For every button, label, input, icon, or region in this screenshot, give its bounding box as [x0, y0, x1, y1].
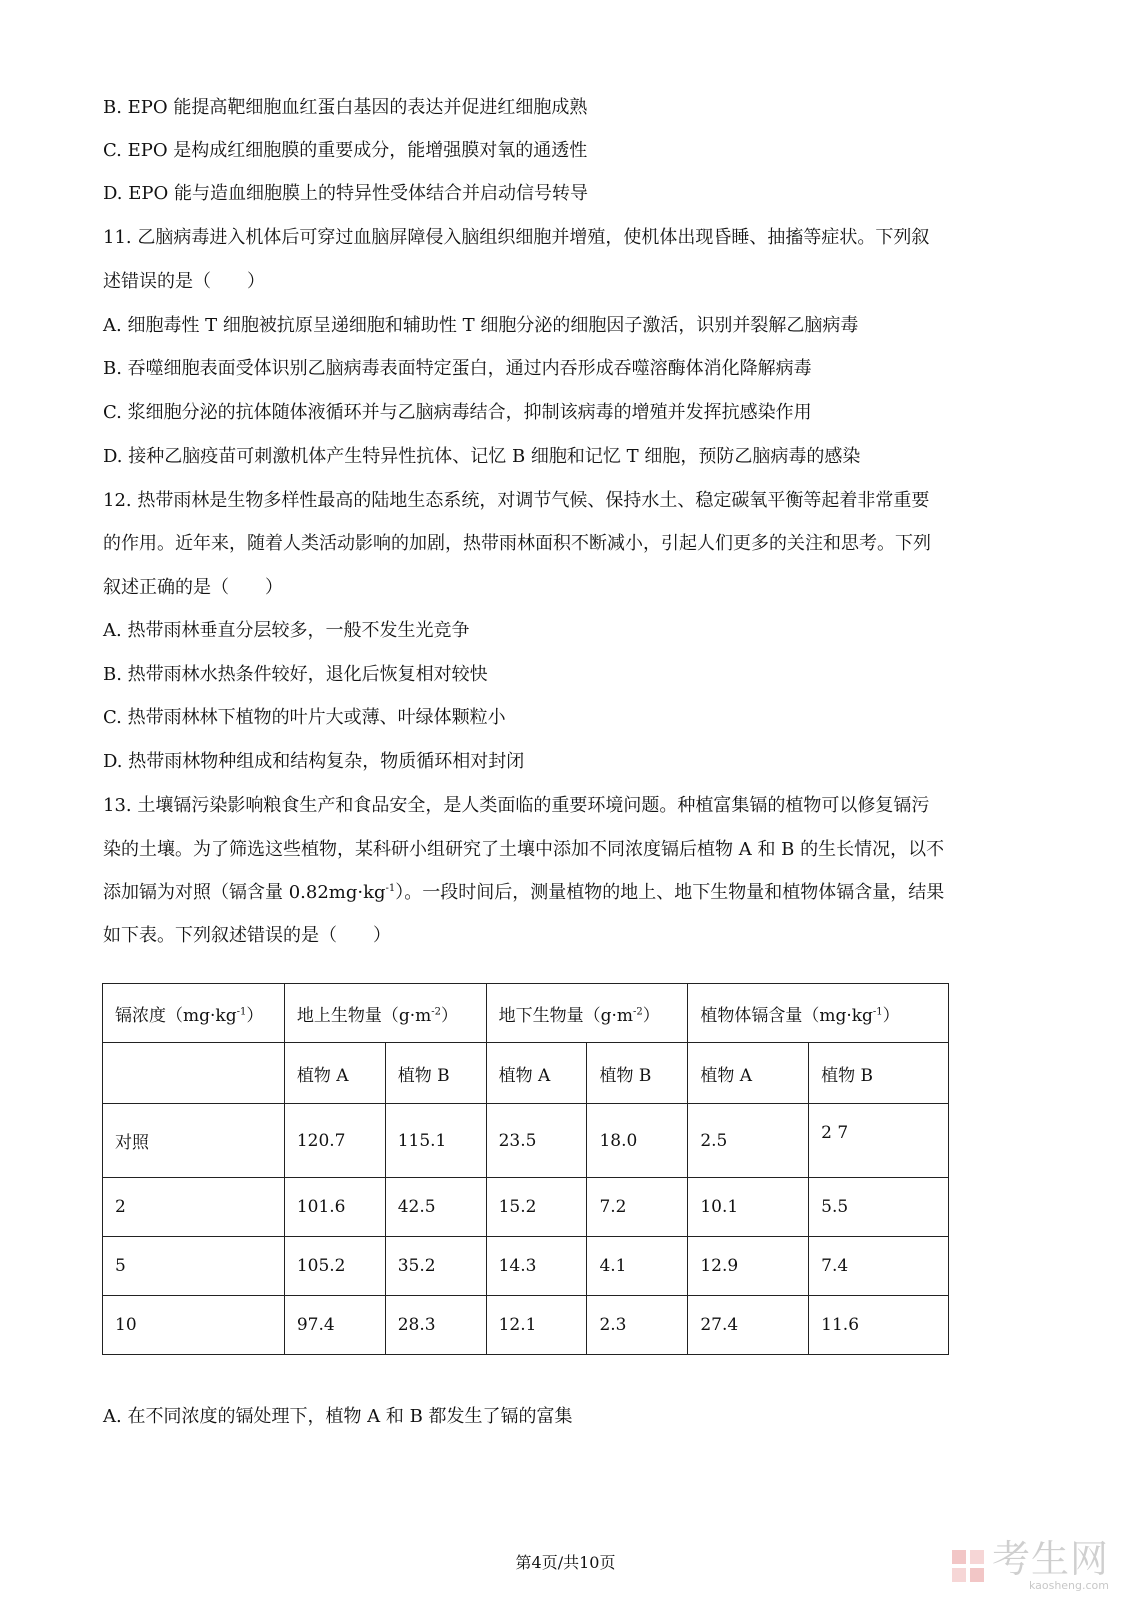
table-cell: 植物 B	[587, 1043, 688, 1104]
table-cell: 5	[103, 1237, 285, 1296]
table-cell: 28.3	[385, 1296, 486, 1355]
table-row	[103, 1237, 949, 1296]
table-cell: 18.0	[587, 1104, 688, 1178]
table-subheader-row	[103, 1043, 949, 1104]
header-plant-cd-content: 植物体镉含量$(mg\cdot kg^{-1})$	[688, 984, 949, 1043]
question-13-stem-line-2: 染的土壤。为了筛选这些植物，某科研小组研究了土壤中添加不同浓度镉后植物 A 和 B 的生长情况，以不	[103, 839, 945, 860]
table-cell: 23.5	[486, 1104, 587, 1178]
kaosheng-watermark	[950, 1537, 1109, 1592]
table-cell: 2 7	[809, 1104, 949, 1178]
table-cell: 7.2	[587, 1178, 688, 1237]
cadmium-data-table	[102, 983, 949, 1355]
header-aboveground-biomass: 地上生物量$(g\cdot m^{-2})$	[284, 984, 486, 1043]
table-cell: 27.4	[688, 1296, 809, 1355]
option-12b: B. 热带雨林水热条件较好，退化后恢复相对较快	[103, 664, 488, 685]
table-cell: 7.4	[809, 1237, 949, 1296]
option-11b: B. 吞噬细胞表面受体识别乙脑病毒表面特定蛋白，通过内吞形成吞噬溶酶体消化降解病毒	[103, 358, 812, 379]
question-13-stem-line-3	[103, 881, 944, 905]
table-cell: 植物 A	[284, 1043, 385, 1104]
option-12a: A. 热带雨林垂直分层较多，一般不发生光竞争	[103, 620, 470, 641]
question-12-stem-line-1: 12. 热带雨林是生物多样性最高的陆地生态系统，对调节气候、保持水土、稳定碳氧平衡等起着非常重要	[103, 490, 930, 511]
option-13a: A. 在不同浓度的镉处理下，植物 A 和 B 都发生了镉的富集	[103, 1406, 573, 1427]
option-10d: D. EPO 能与造血细胞膜上的特异性受体结合并启动信号转导	[103, 183, 588, 204]
table-cell: 植物 B	[809, 1043, 949, 1104]
control-text-after: ）。一段时间后，测量植物的地上、地下生物量和植物体镉含量，结果	[395, 882, 945, 903]
option-11a: A. 细胞毒性 T 细胞被抗原呈递细胞和辅助性 T 细胞分泌的细胞因子激活，识别并裂解乙脑病毒	[103, 315, 859, 336]
option-10b: B. EPO 能提高靶细胞血红蛋白基因的表达并促进红细胞成熟	[103, 97, 588, 118]
option-11c: C. 浆细胞分泌的抗体随体液循环并与乙脑病毒结合，抑制该病毒的增殖并发挥抗感染作用	[103, 402, 812, 423]
table-cell: 120.7	[284, 1104, 385, 1178]
table-cell: 10.1	[688, 1178, 809, 1237]
table-cell: 对照	[103, 1104, 285, 1178]
table-cell: 97.4	[284, 1296, 385, 1355]
table-cell: 2	[103, 1178, 285, 1237]
table-cell: 101.6	[284, 1178, 385, 1237]
header-cd-concentration: 镉浓度$(mg\cdot kg^{-1})$	[103, 984, 285, 1043]
table-header-row	[103, 984, 949, 1043]
control-unit-sup: -1	[385, 883, 396, 894]
table-cell: 4.1	[587, 1237, 688, 1296]
table-cell	[103, 1043, 285, 1104]
table-cell: 105.2	[284, 1237, 385, 1296]
question-13-stem-line-1: 13. 土壤镉污染影响粮食生产和食品安全，是人类面临的重要环境问题。种植富集镉的植物可以修复镉污	[103, 795, 930, 816]
question-12-stem-line-3: 叙述正确的是（ ）	[103, 577, 283, 598]
option-10c: C. EPO 是构成红细胞膜的重要成分，能增强膜对氧的通透性	[103, 140, 588, 161]
table-cell: 12.9	[688, 1237, 809, 1296]
table-cell: 15.2	[486, 1178, 587, 1237]
table-cell: 42.5	[385, 1178, 486, 1237]
table-cell: 11.6	[809, 1296, 949, 1355]
table-cell: 10	[103, 1296, 285, 1355]
option-11d: D. 接种乙脑疫苗可刺激机体产生特异性抗体、记忆 B 细胞和记忆 T 细胞，预防乙脑病毒的感染	[103, 446, 861, 467]
table-row	[103, 1104, 949, 1178]
table-cell: 115.1	[385, 1104, 486, 1178]
question-11-stem-line-1: 11. 乙脑病毒进入机体后可穿过血脑屏障侵入脑组织细胞并增殖，使机体出现昏睡、抽搐等症状。下列叙	[103, 227, 930, 248]
table-cell: 35.2	[385, 1237, 486, 1296]
question-13-stem-line-4: 如下表。下列叙述错误的是（ ）	[103, 925, 391, 946]
table-cell: 5.5	[809, 1178, 949, 1237]
table-cell: 2.5	[688, 1104, 809, 1178]
table-cell: 植物 A	[688, 1043, 809, 1104]
table-cell: 植物 B	[385, 1043, 486, 1104]
table-cell: 12.1	[486, 1296, 587, 1355]
table-row	[103, 1178, 949, 1237]
table-cell: 植物 A	[486, 1043, 587, 1104]
watermark-url: kaosheng.com	[1028, 1579, 1109, 1592]
control-text-before: 添加镉为对照（镉含量 0.82mg·kg	[103, 882, 386, 903]
table-cell: 14.3	[486, 1237, 587, 1296]
option-12d: D. 热带雨林物种组成和结构复杂，物质循环相对封闭	[103, 751, 525, 772]
watermark-name: 考生网	[991, 1537, 1109, 1581]
page-number-footer: 第4页/共10页	[515, 1553, 616, 1572]
table-row	[103, 1296, 949, 1355]
table-cell: 2.3	[587, 1296, 688, 1355]
header-belowground-biomass: 地下生物量$(g\cdot m^{-2})$	[486, 984, 688, 1043]
option-12c: C. 热带雨林林下植物的叶片大或薄、叶绿体颗粒小	[103, 707, 506, 728]
kaosheng-logo-icon	[950, 1546, 986, 1586]
question-11-stem-line-2: 述错误的是（ ）	[103, 271, 265, 292]
question-12-stem-line-2: 的作用。近年来，随着人类活动影响的加剧，热带雨林面积不断减小，引起人们更多的关注和思考。下列	[103, 533, 931, 554]
